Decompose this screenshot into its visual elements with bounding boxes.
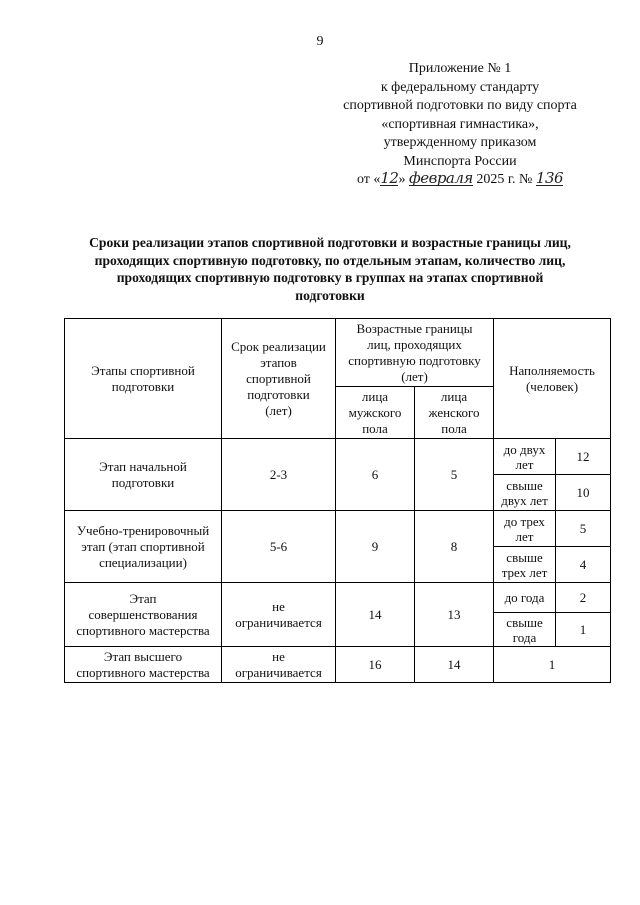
male-age-cell: 14 [336, 583, 415, 647]
title-line: подготовки [295, 287, 365, 303]
duration-cell: 5-6 [222, 511, 336, 583]
header-capacity: Наполняемость (человек) [494, 319, 611, 439]
capacity-value-cell: 4 [556, 547, 611, 583]
title-line: проходящих спортивную подготовку, по отдельным этапам, количество лиц, [94, 252, 566, 268]
annex-line: к федеральному стандарту [380, 79, 540, 95]
stage-cell: Этап начальной подготовки [65, 439, 222, 511]
capacity-label-cell: свыше двух лет [494, 475, 556, 511]
header-stages: Этапы спортивной подготовки [65, 319, 222, 439]
annex-line: «спортивная гимнастика», [381, 116, 539, 132]
stage-cell: Учебно-тренировочный этап (этап спортивной специализации) [65, 511, 222, 583]
title-line: проходящих спортивную подготовку в группах на этапах спортивной [116, 270, 544, 285]
capacity-value-cell: 1 [556, 613, 611, 647]
header-duration: Срок реализации этапов спортивной подготовки (лет) [222, 319, 336, 439]
capacity-label-cell: до года [494, 583, 556, 613]
order-date-line [300, 171, 620, 190]
duration-cell: не ограничивается [222, 647, 336, 683]
male-age-cell: 16 [336, 647, 415, 683]
date-prefix: от « [356, 172, 381, 187]
duration-cell: не ограничивается [222, 583, 336, 647]
header-female: лица женского пола [415, 387, 494, 439]
capacity-value-cell: 2 [556, 583, 611, 613]
header-age-limits: Возрастные границы лиц, проходящих спортивную подготовку (лет) [336, 319, 494, 387]
capacity-value-cell: 10 [556, 475, 611, 511]
annex-line: Минспорта России [403, 153, 517, 169]
female-age-cell: 8 [415, 511, 494, 583]
order-number: 136 [535, 169, 564, 187]
female-age-cell: 14 [415, 647, 494, 683]
document-title [60, 234, 600, 304]
capacity-value-cell: 1 [494, 647, 611, 683]
stage-cell: Этап высшего спортивного мастерства [65, 647, 222, 683]
training-stages-table [64, 318, 611, 683]
date-mid: » [398, 172, 406, 187]
female-age-cell: 5 [415, 439, 494, 511]
annex-block [300, 60, 620, 190]
date-day: 12 [380, 169, 399, 187]
capacity-label-cell: до трех лет [494, 511, 556, 547]
date-month: февраля [408, 169, 473, 187]
annex-line: спортивной подготовки по виду спорта [343, 98, 577, 113]
annex-line: Приложение № 1 [408, 61, 512, 76]
capacity-label-cell: свыше года [494, 613, 556, 647]
header-male: лица мужского пола [336, 387, 415, 439]
male-age-cell: 6 [336, 439, 415, 511]
capacity-value-cell: 5 [556, 511, 611, 547]
annex-line: утвержденному приказом [383, 135, 537, 150]
page-number: 9 [316, 34, 324, 49]
capacity-label-cell: свыше трех лет [494, 547, 556, 583]
capacity-label-cell: до двух лет [494, 439, 556, 475]
female-age-cell: 13 [415, 583, 494, 647]
capacity-value-cell: 12 [556, 439, 611, 475]
title-line: Сроки реализации этапов спортивной подготовки и возрастные границы лиц, [89, 235, 571, 250]
date-year: 2025 г. № [476, 172, 533, 187]
duration-cell: 2-3 [222, 439, 336, 511]
stage-cell: Этап совершенствования спортивного мастерства [65, 583, 222, 647]
male-age-cell: 9 [336, 511, 415, 583]
